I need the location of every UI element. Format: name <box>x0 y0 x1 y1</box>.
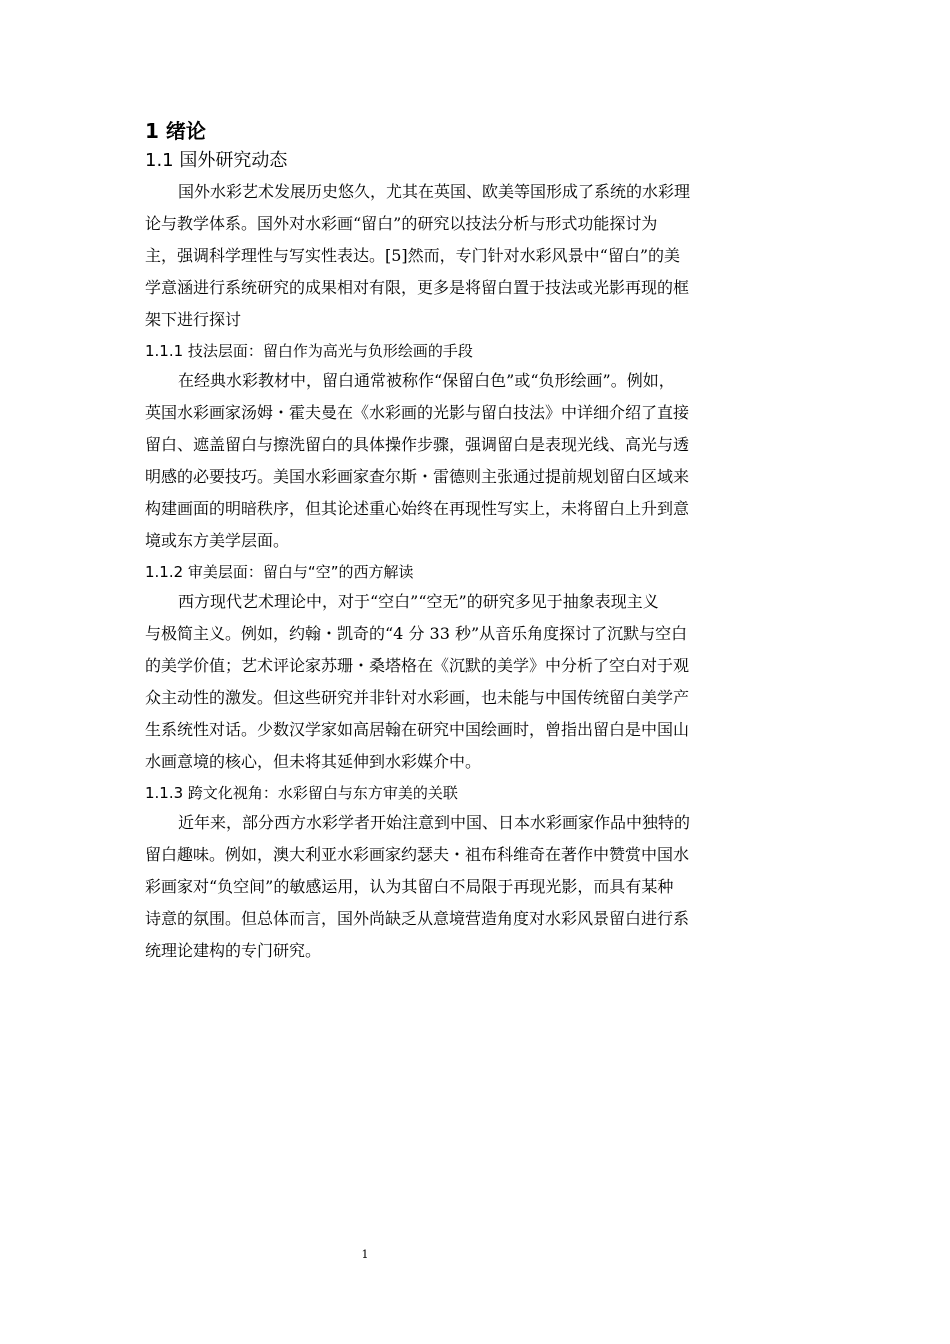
subsection-paragraph-cross-cultural <box>145 807 810 967</box>
paragraph-line: 境或东方美学层面。 <box>145 531 290 550</box>
paragraph-line: 留白趣味。例如，澳大利亚水彩画家约瑟夫・祖布科维奇在著作中赞赏中国水 <box>145 845 690 864</box>
paragraph-line: 在经典水彩教材中，留白通常被称作“保留白色”或“负形绘画”。例如， <box>178 371 675 390</box>
paragraph-line: 的美学价值；艺术评论家苏珊・桑塔格在《沉默的美学》中分析了空白对于观 <box>145 656 690 675</box>
paragraph-line: 明感的必要技巧。美国水彩画家查尔斯・雷德则主张通过提前规划留白区域来 <box>145 467 690 486</box>
page-number: 1 <box>361 1248 369 1261</box>
paragraph-line: 诗意的氛围。但总体而言，国外尚缺乏从意境营造角度对水彩风景留白进行系 <box>145 909 690 928</box>
subsection-title-technique: 1.1.1 技法层面：留白作为高光与负形绘画的手段 <box>145 342 473 360</box>
paragraph-line: 西方现代艺术理论中，对于“空白”“空无”的研究多见于抽象表现主义 <box>178 592 659 611</box>
paragraph-line: 彩画家对“负空间”的敏感运用，认为其留白不局限于再现光影，而具有某种 <box>145 877 674 896</box>
paragraph-line: 统理论建构的专门研究。 <box>145 941 322 960</box>
paragraph-line: 众主动性的激发。但这些研究并非针对水彩画，也未能与中国传统留白美学产 <box>145 688 690 707</box>
paragraph-line: 留白、遮盖留白与擦洗留白的具体操作步骤，强调留白是表现光线、高光与透 <box>145 435 690 454</box>
paragraph-line: 近年来，部分西方水彩学者开始注意到中国、日本水彩画家作品中独特的 <box>178 813 691 832</box>
paragraph-line: 水画意境的核心，但未将其延伸到水彩媒介中。 <box>145 752 482 771</box>
paragraph-line: 构建画面的明暗秩序，但其论述重心始终在再现性写实上，未将留白上升到意 <box>145 499 690 518</box>
subsection-title-cross-cultural: 1.1.3 跨文化视角：水彩留白与东方审美的关联 <box>145 784 458 802</box>
section-intro-paragraph <box>145 176 810 336</box>
paragraph-line: 论与教学体系。国外对水彩画“留白”的研究以技法分析与形式功能探讨为 <box>145 214 658 233</box>
subsection-title-aesthetics: 1.1.2 审美层面：留白与“空”的西方解读 <box>145 563 414 581</box>
paragraph-line: 学意涵进行系统研究的成果相对有限，更多是将留白置于技法或光影再现的框 <box>145 278 690 297</box>
section-title: 1.1 国外研究动态 <box>145 150 288 171</box>
page-content <box>145 116 810 967</box>
paragraph-line: 架下进行探讨 <box>145 310 242 329</box>
chapter-title: 1 绪论 <box>145 119 206 143</box>
subsection-paragraph-technique <box>145 365 810 557</box>
paragraph-line: 生系统性对话。少数汉学家如高居翰在研究中国绘画时，曾指出留白是中国山 <box>145 720 690 739</box>
paragraph-line: 国外水彩艺术发展历史悠久，尤其在英国、欧美等国形成了系统的水彩理 <box>178 182 691 201</box>
paragraph-line: 主，强调科学理性与写实性表达。[5]然而，专门针对水彩风景中“留白”的美 <box>145 246 681 265</box>
subsection-paragraph-aesthetics <box>145 586 810 778</box>
paragraph-line: 英国水彩画家汤姆・霍夫曼在《水彩画的光影与留白技法》中详细介绍了直接 <box>145 403 690 422</box>
paragraph-line: 与极简主义。例如，约翰・凯奇的“4 分 33 秒”从音乐角度探讨了沉默与空白 <box>145 624 688 643</box>
